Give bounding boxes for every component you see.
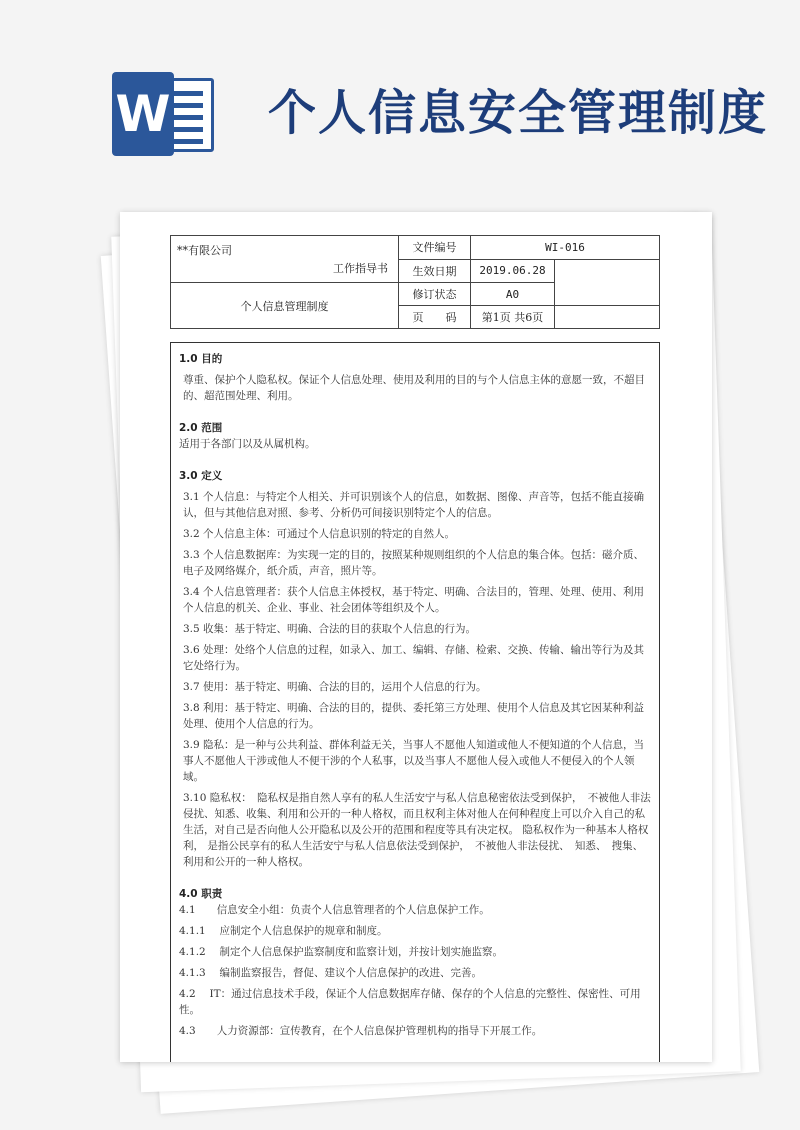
section-text: 适用于各部门以及从属机构。 bbox=[179, 438, 316, 450]
page-number-value: 第1页 共6页 bbox=[471, 306, 555, 329]
effective-date-value: 2019.06.28 bbox=[471, 259, 555, 283]
header-table bbox=[170, 235, 660, 329]
header-label: 文件编号 bbox=[399, 236, 471, 260]
duty-item: 4.1.3 编制监察报告，督促、建议个人信息保护的改进、完善。 bbox=[179, 967, 483, 979]
document-page bbox=[120, 212, 712, 1062]
definition-item: 3.7 使用：基于特定、明确、合法的目的，运用个人信息的行为。 bbox=[183, 681, 487, 693]
duty-item: 4.1.2 制定个人信息保护监察制度和监察计划，并按计划实施监察。 bbox=[179, 946, 504, 958]
company-name: **有限公司 bbox=[177, 244, 232, 257]
header-label: 页 码 bbox=[399, 306, 471, 329]
header-label: 生效日期 bbox=[399, 259, 471, 283]
duty-item: 4.1 信息安全小组：负责个人信息管理者的个人信息保护工作。 bbox=[179, 904, 490, 916]
definition-item: 3.4 个人信息管理者：获个人信息主体授权，基于特定、明确、合法目的，管理、处理、使用、利用个人信息的机关、企业、事业、社会团体等组织及个人。 bbox=[183, 586, 645, 614]
section-title: 2.0 范围 bbox=[179, 422, 223, 434]
empty-cell bbox=[555, 283, 660, 306]
definition-item: 3.1 个人信息：与特定个人相关、并可识别该个人的信息，如数据、图像、声音等，包括不能直接确认，但与其他信息对照、参考、分析仍可间接识别特定个人的信息。 bbox=[183, 491, 645, 519]
doc-type: 工作指导书 bbox=[333, 262, 388, 275]
section-title: 4.0 职责 bbox=[179, 888, 223, 900]
doc-number-value: WI-016 bbox=[471, 236, 660, 260]
section-title: 3.0 定义 bbox=[179, 470, 223, 482]
doc-name: 个人信息管理制度 bbox=[171, 283, 399, 329]
definition-item: 3.8 利用：基于特定、明确、合法的目的，提供、委托第三方处理、使用个人信息及其它因某种利益处理、使用个人信息的行为。 bbox=[183, 702, 645, 730]
header-label: 修订状态 bbox=[399, 283, 471, 306]
duty-item: 4.2 IT：通过信息技术手段，保证个人信息数据库存储、保存的个人信息的完整性、保密性、可用性。 bbox=[179, 988, 641, 1016]
revision-value: A0 bbox=[471, 283, 555, 306]
section-text: 尊重、保护个人隐私权。保证个人信息处理、使用及利用的目的与个人信息主体的意愿一致，不超目的、超范围处理、利用。 bbox=[183, 374, 645, 402]
company-cell bbox=[171, 236, 399, 283]
definition-item: 3.2 个人信息主体：可通过个人信息识别的特定的自然人。 bbox=[183, 528, 456, 540]
banner-title: 个人信息安全管理制度 bbox=[268, 85, 769, 141]
empty-cell bbox=[555, 306, 660, 329]
definition-item: 3.10 隐私权： 隐私权是指自然人享有的私人生活安宁与私人信息秘密依法受到保护， 不被他人非法侵扰、知悉、收集、利用和公开的一种人格权，而且权利主体对他人在何种程度上可以介入自己的私生活，对自己是否向他人公开隐私以及公开的范围和程度等具有决定权。 隐私权作为一种基本人格权利， 是指公民享有的私人生活安宁与私人信息依法受到保护， 不被他人非法侵扰、 知悉、 搜集、 利用和公开的一种人格权。 bbox=[183, 792, 651, 868]
word-logo-icon bbox=[112, 72, 214, 156]
definition-item: 3.5 收集：基于特定、明确、合法的目的获取个人信息的行为。 bbox=[183, 623, 477, 635]
empty-cell bbox=[555, 259, 660, 283]
banner bbox=[0, 0, 800, 200]
duty-item: 4.1.1 应制定个人信息保护的规章和制度。 bbox=[179, 925, 388, 937]
definition-item: 3.9 隐私：是一种与公共利益、群体利益无关，当事人不愿他人知道或他人不便知道的个人信息，当事人不愿他人干涉或他人不便干涉的个人私事，以及当事人不愿他人侵入或他人不便侵入的个人领域。 bbox=[183, 739, 645, 783]
duty-item: 4.3 人力资源部：宣传教育，在个人信息保护管理机构的指导下开展工作。 bbox=[179, 1025, 543, 1037]
section-title: 1.0 目的 bbox=[179, 353, 223, 365]
definition-item: 3.3 个人信息数据库：为实现一定的目的，按照某种规则组织的个人信息的集合体。包括：磁介质、电子及网络媒介，纸介质，声音，照片等。 bbox=[183, 549, 645, 577]
logo-letter: W bbox=[112, 72, 174, 156]
definition-item: 3.6 处理：处络个人信息的过程，如录入、加工、编辑、存储、检索、交换、传输、输出等行为及其它处络行为。 bbox=[183, 644, 645, 672]
document-body bbox=[170, 342, 660, 1062]
